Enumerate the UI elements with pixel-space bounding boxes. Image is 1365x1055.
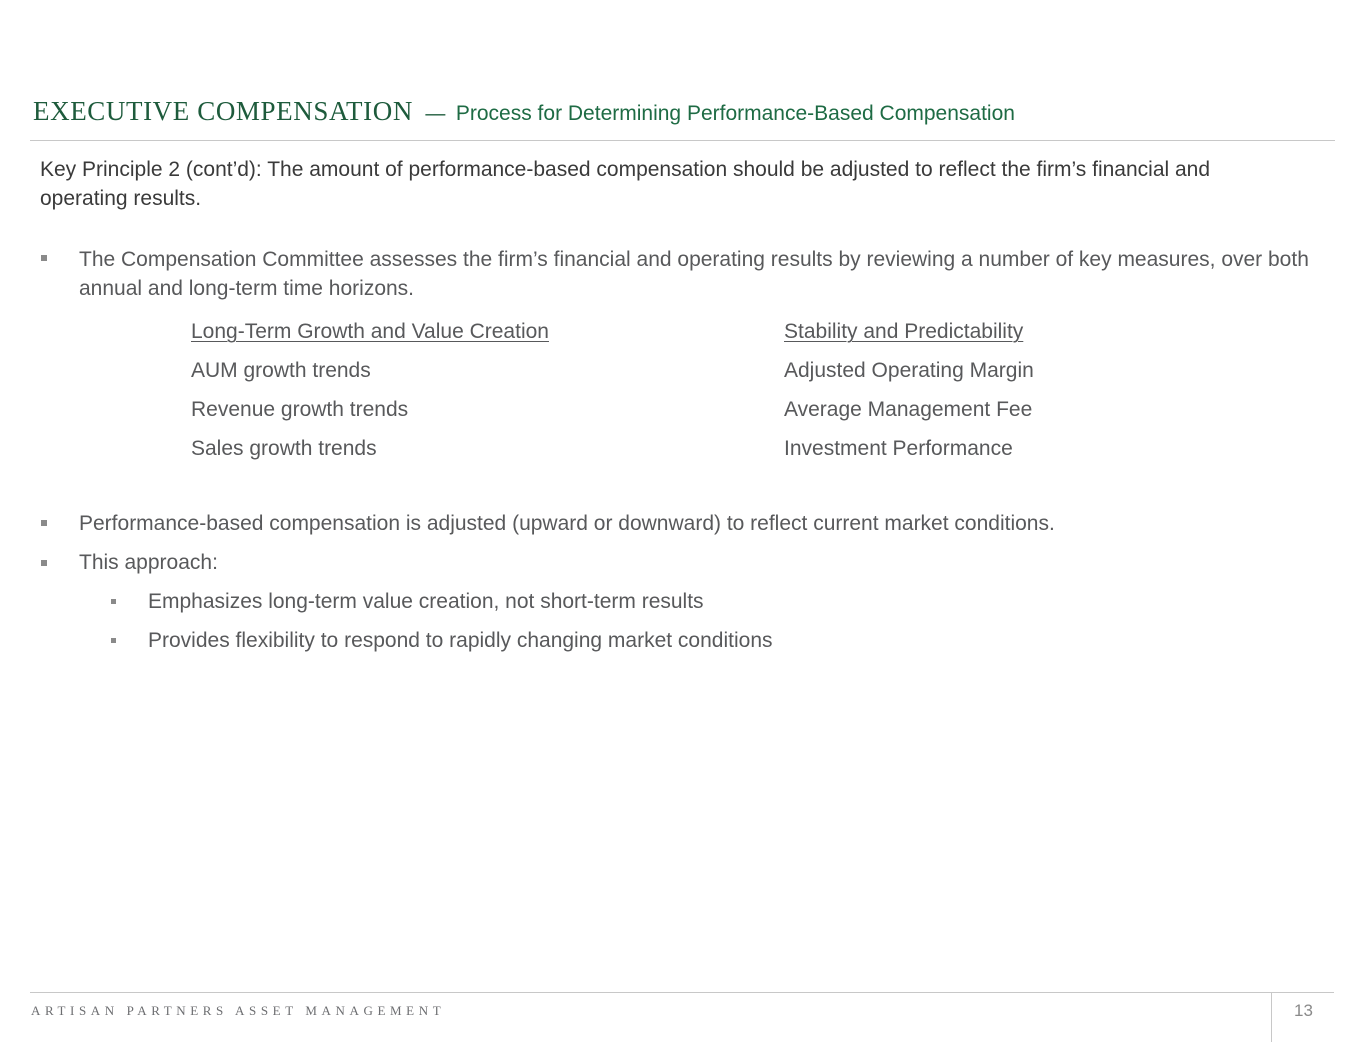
section-subtitle: Process for Determining Performance-Based Compensation (455, 102, 1015, 125)
bullet-square-icon (41, 255, 47, 261)
title-separator: — (425, 103, 446, 125)
bullet-item: This approach: (79, 551, 218, 574)
sub-bullet-item: Provides flexibility to respond to rapidly changing market conditions (148, 629, 773, 652)
header-divider (30, 140, 1335, 141)
measures-right-item: Average Management Fee (784, 398, 1033, 421)
measures-right-heading: Stability and Predictability (784, 320, 1024, 343)
measures-left-item: AUM growth trends (191, 359, 371, 382)
measures-left-item: Revenue growth trends (191, 398, 409, 421)
measures-left-heading: Long-Term Growth and Value Creation (191, 320, 549, 343)
bullet-item: Performance-based compensation is adjusted (upward or downward) to reflect current market conditions. (79, 512, 1055, 535)
page-number-divider (1271, 993, 1272, 1042)
measures-right-item: Adjusted Operating Margin (784, 359, 1034, 382)
page-number: 13 (1294, 1001, 1313, 1020)
bullet-item: The Compensation Committee assesses the firm’s financial and operating results by reviewing a number of key measures, over both annual and long-term time horizons. (79, 248, 1309, 300)
sub-bullet-square-icon (111, 599, 116, 604)
section-title: EXECUTIVE COMPENSATION (33, 96, 413, 126)
bullet-square-icon (41, 520, 47, 526)
slide-header (33, 96, 1015, 127)
sub-bullet-square-icon (111, 638, 116, 643)
footer-divider (30, 992, 1334, 993)
sub-bullet-item: Emphasizes long-term value creation, not short-term results (148, 590, 704, 613)
bullet-square-icon (41, 560, 47, 566)
measures-right-item: Investment Performance (784, 437, 1013, 460)
footer-brand: ARTISAN PARTNERS ASSET MANAGEMENT (31, 1003, 446, 1018)
measures-left-item: Sales growth trends (191, 437, 377, 460)
key-principle-text: Key Principle 2 (cont’d): The amount of performance-based compensation should be adjusted to reflect the firm’s financial and operating results. (40, 158, 1211, 210)
